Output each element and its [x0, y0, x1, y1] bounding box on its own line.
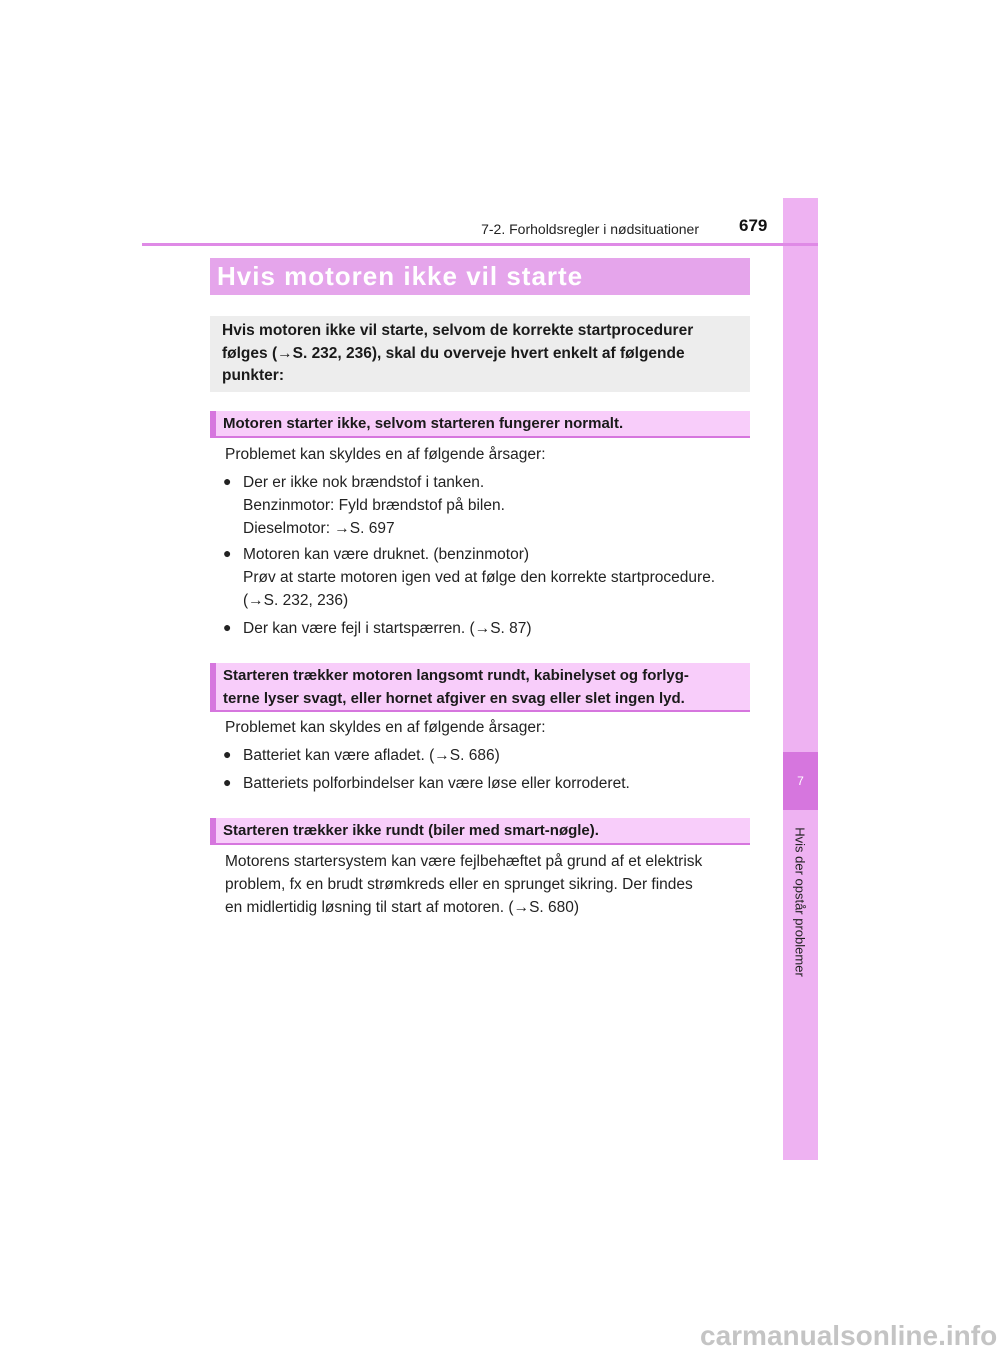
section-heading-1: [210, 411, 750, 438]
intro-line: punkter:: [222, 367, 284, 384]
bullet-line: Batteriet kan være afladet. (→S. 686): [243, 747, 500, 764]
section-heading-text: [223, 665, 744, 710]
bullet-line: Der er ikke nok brændstof i tanken.: [243, 474, 485, 491]
paragraph-line: Motorens startersystem kan være fejlbehæftet på grund af et elektrisk: [225, 853, 703, 870]
section-heading-line: terne lyser svagt, eller hornet afgiver en svag eller slet ingen lyd.: [223, 689, 685, 707]
page-number: 679: [739, 216, 768, 235]
chapter-number: 7: [797, 774, 804, 788]
bullet-item: [243, 471, 505, 540]
bullet-item: [243, 744, 500, 767]
section-lead: Problemet kan skyldes en af følgende årsager:: [225, 719, 546, 736]
page-title: Hvis motoren ikke vil starte: [217, 261, 584, 291]
bullet-line: Batteriets polforbindelser kan være løse eller korroderet.: [243, 775, 630, 792]
bullet-icon: ●: [223, 619, 232, 635]
bullet-item: [243, 617, 532, 640]
intro-line: Hvis motoren ikke vil starte, selvom de korrekte startprocedurer: [222, 322, 694, 339]
page-title-bar: [210, 258, 750, 295]
chapter-side-tab: [783, 198, 818, 1160]
intro-box: [210, 316, 750, 392]
bullet-line: Der kan være fejl i startspærren. (→S. 87): [243, 620, 532, 637]
header-divider: [142, 243, 818, 246]
intro-text: [222, 320, 739, 388]
section-heading-line: Starteren trækker motoren langsomt rundt, kabinelyset og forlyg-: [223, 667, 689, 684]
bullet-line: Motoren kan være druknet. (benzinmotor): [243, 546, 530, 563]
bullet-item: [243, 543, 715, 612]
bullet-line: Prøv at starte motoren igen ved at følge den korrekte startprocedure.: [243, 569, 716, 586]
bullet-icon: ●: [223, 545, 232, 561]
section-heading-text: Starteren trækker ikke rundt (biler med smart-nøgle).: [223, 822, 599, 839]
bullet-line: Benzinmotor: Fyld brændstof på bilen.: [243, 497, 505, 514]
bullet-icon: ●: [223, 774, 232, 790]
bullet-icon: ●: [223, 473, 232, 489]
paragraph-line: en midlertidig løsning til start af motoren. (→S. 680): [225, 899, 580, 916]
section-paragraph: [225, 850, 745, 919]
section-header: 7-2. Forholdsregler i nødsituationer: [481, 221, 699, 237]
bullet-line: Dieselmotor: →S. 697: [243, 520, 395, 537]
bullet-line: (→S. 232, 236): [243, 592, 349, 609]
section-heading-3: [210, 818, 750, 845]
chapter-number-box: [783, 752, 818, 810]
bullet-icon: ●: [223, 746, 232, 762]
paragraph-line: problem, fx en brudt strømkreds eller en sprunget sikring. Der findes: [225, 876, 693, 893]
chapter-label: Hvis der opstår problemer: [792, 827, 808, 977]
bullet-item: [243, 772, 630, 795]
watermark: carmanualsonline.info: [700, 1320, 997, 1351]
section-lead: Problemet kan skyldes en af følgende årsager:: [225, 446, 546, 463]
intro-line: følges (→S. 232, 236), skal du overveje hvert enkelt af følgende: [222, 344, 685, 362]
section-heading-2: [210, 663, 750, 712]
section-heading-text: Motoren starter ikke, selvom starteren fungerer normalt.: [223, 415, 624, 432]
